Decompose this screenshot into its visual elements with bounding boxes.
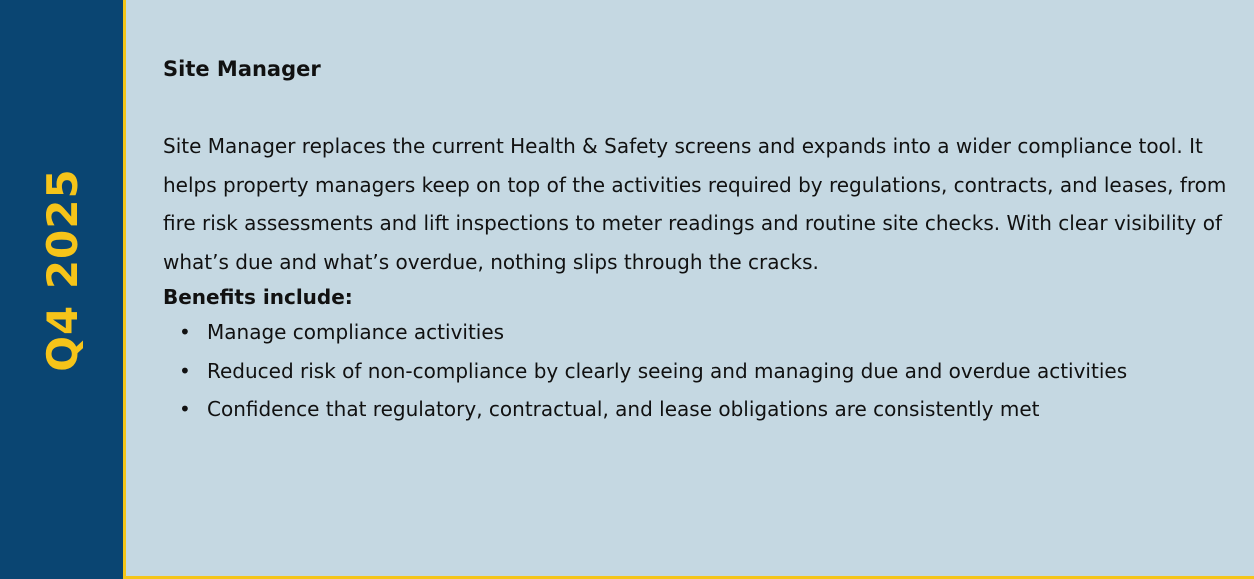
benefit-item — [179, 390, 1233, 429]
feature-content — [163, 54, 1233, 429]
bullet-icon: • — [179, 320, 191, 344]
benefit-item — [179, 352, 1233, 391]
benefit-text: Manage compliance activities — [207, 320, 505, 344]
benefits-heading: Benefits include: — [163, 285, 353, 309]
benefit-text: Confidence that regulatory, contractual, and lease obligations are consistently met — [207, 397, 1040, 421]
bullet-icon: • — [179, 358, 191, 383]
benefit-item — [179, 313, 1233, 352]
feature-title: Site Manager — [163, 57, 321, 81]
quarter-sidebar — [0, 0, 126, 579]
feature-description: Site Manager replaces the current Health & Safety screens and expands into a wider compliance tool. It helps property managers keep on top of the activities required by regulations, contracts, and leases, from fire risk assessments and lift inspections to meter readings and routine site checks. With clear visibility of what’s due and what’s overdue, nothing slips through the cracks. — [163, 134, 1227, 274]
benefit-text: Reduced risk of non-compliance by clearly seeing and managing due and overdue activities — [207, 358, 1128, 383]
bullet-icon: • — [179, 397, 191, 421]
benefits-list — [163, 313, 1233, 429]
quarter-label: Q4 2025 — [38, 168, 87, 372]
